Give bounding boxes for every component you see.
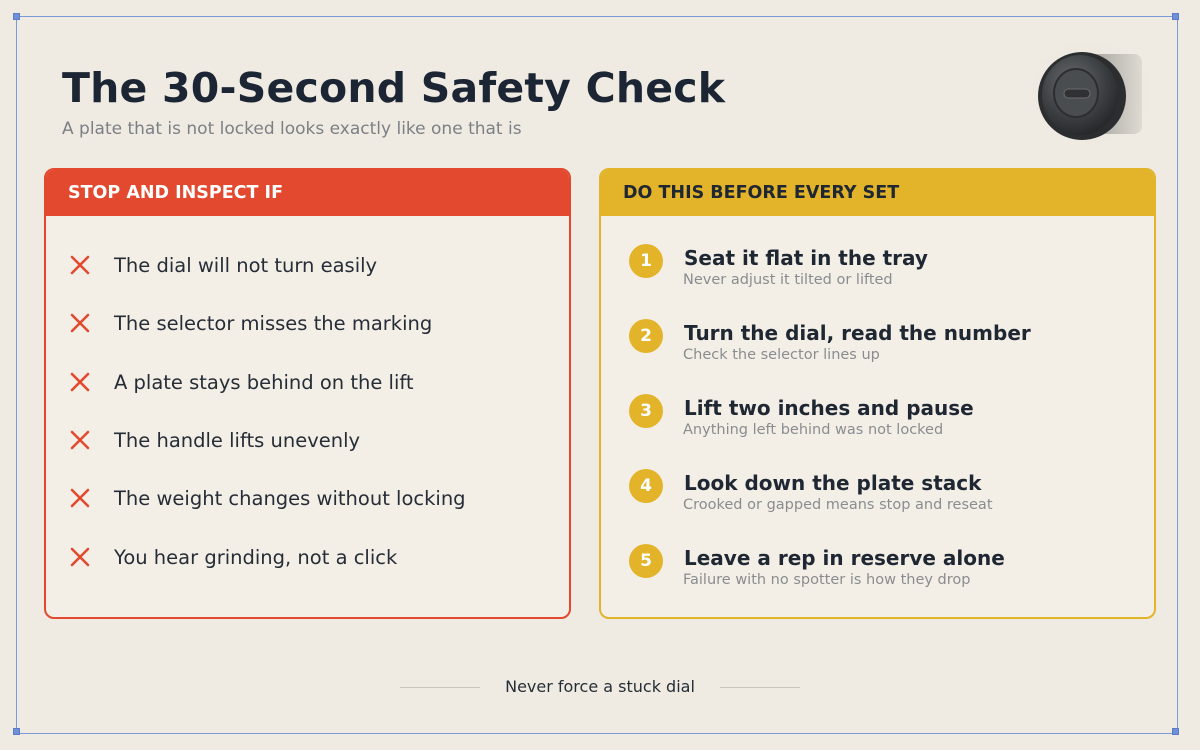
footer-note: Never force a stuck dial xyxy=(505,677,695,696)
warning-text: The handle lifts unevenly xyxy=(114,428,361,452)
x-mark-icon xyxy=(68,545,92,569)
warning-item xyxy=(46,483,569,513)
warning-item xyxy=(46,542,569,572)
step-detail: Check the selector lines up xyxy=(683,347,880,363)
x-mark-icon xyxy=(68,486,92,510)
warning-item xyxy=(46,308,569,338)
warning-item xyxy=(46,425,569,455)
x-mark-icon xyxy=(68,428,92,452)
step-detail: Never adjust it tilted or lifted xyxy=(683,272,893,288)
step-number-badge: 4 xyxy=(629,469,663,503)
step-item xyxy=(601,244,1154,304)
step-title: Look down the plate stack xyxy=(684,471,982,495)
warning-item xyxy=(46,250,569,280)
resize-handle-top-left[interactable] xyxy=(13,13,20,20)
step-number-badge: 2 xyxy=(629,319,663,353)
warning-item xyxy=(46,367,569,397)
warning-text: You hear grinding, not a click xyxy=(114,545,398,569)
step-title: Lift two inches and pause xyxy=(684,396,974,420)
warning-text: A plate stays behind on the lift xyxy=(114,370,414,394)
step-detail: Anything left behind was not locked xyxy=(683,422,944,438)
step-detail: Crooked or gapped means stop and reseat xyxy=(683,497,993,513)
step-detail: Failure with no spotter is how they drop xyxy=(683,572,971,588)
warning-text: The weight changes without locking xyxy=(114,486,466,510)
x-mark-icon xyxy=(68,370,92,394)
step-title: Turn the dial, read the number xyxy=(684,321,1031,345)
warning-panel xyxy=(44,168,571,619)
step-item xyxy=(601,394,1154,454)
warning-text: The selector misses the marking xyxy=(114,311,433,335)
step-number-badge: 1 xyxy=(629,244,663,278)
step-title: Leave a rep in reserve alone xyxy=(684,546,1005,570)
dumbbell-dial-image xyxy=(1024,40,1146,144)
page-subtitle: A plate that is not locked looks exactly like one that is xyxy=(62,119,522,139)
warning-panel-heading: STOP AND INSPECT IF xyxy=(46,170,569,216)
page-title: The 30-Second Safety Check xyxy=(62,64,726,112)
steps-panel xyxy=(599,168,1156,619)
x-mark-icon xyxy=(68,253,92,277)
step-title: Seat it flat in the tray xyxy=(684,246,928,270)
resize-handle-top-right[interactable] xyxy=(1172,13,1179,20)
step-item xyxy=(601,319,1154,379)
x-mark-icon xyxy=(68,311,92,335)
step-item xyxy=(601,544,1154,604)
step-item xyxy=(601,469,1154,529)
resize-handle-bottom-right[interactable] xyxy=(1172,728,1179,735)
step-number-badge: 5 xyxy=(629,544,663,578)
warning-text: The dial will not turn easily xyxy=(114,253,378,277)
steps-panel-heading: DO THIS BEFORE EVERY SET xyxy=(601,170,1154,216)
resize-handle-bottom-left[interactable] xyxy=(13,728,20,735)
step-number-badge: 3 xyxy=(629,394,663,428)
